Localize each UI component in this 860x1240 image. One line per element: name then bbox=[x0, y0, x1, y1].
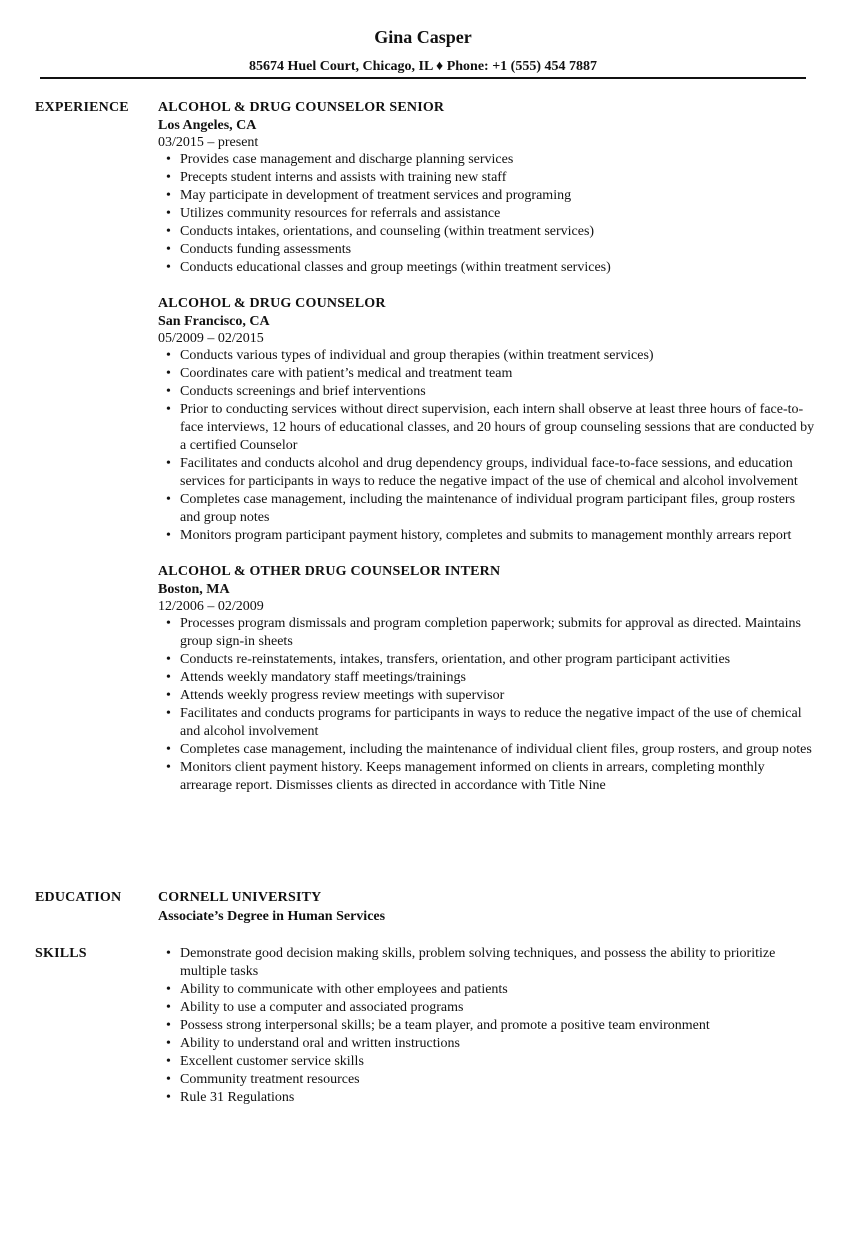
degree-name: Associate’s Degree in Human Services bbox=[158, 909, 386, 924]
job-title: ALCOHOL & OTHER DRUG COUNSELOR INTERN bbox=[158, 564, 501, 579]
education-body bbox=[158, 889, 818, 927]
job-bullets bbox=[158, 615, 818, 795]
skill-item: • Ability to understand oral and written instructions bbox=[158, 1035, 818, 1053]
job-dates: 12/2006 – 02/2009 bbox=[158, 599, 264, 614]
bullet-item: • Conducts educational classes and group meetings (within treatment services) bbox=[158, 259, 818, 277]
job-bullets bbox=[158, 151, 818, 277]
experience-heading: EXPERIENCE bbox=[35, 100, 129, 115]
header-divider bbox=[40, 77, 806, 79]
job-entry bbox=[158, 295, 818, 545]
education-heading: EDUCATION bbox=[35, 890, 122, 905]
bullet-item: • Facilitates and conducts programs for participants in ways to reduce the negative impact of the use of chemical and alcohol involvement bbox=[158, 705, 818, 741]
bullet-item: • May participate in development of treatment services and programing bbox=[158, 187, 818, 205]
job-title: ALCOHOL & DRUG COUNSELOR SENIOR bbox=[158, 100, 445, 115]
bullet-item: • Conducts screenings and brief interventions bbox=[158, 383, 818, 401]
candidate-name: Gina Casper bbox=[374, 27, 472, 47]
job-title: ALCOHOL & DRUG COUNSELOR bbox=[158, 296, 386, 311]
job-entry bbox=[158, 563, 818, 795]
skill-item: • Ability to communicate with other employees and patients bbox=[158, 981, 818, 999]
bullet-item: • Conducts funding assessments bbox=[158, 241, 818, 259]
bullet-item: • Precepts student interns and assists with training new staff bbox=[158, 169, 818, 187]
job-bullets bbox=[158, 347, 818, 545]
school-name: CORNELL UNIVERSITY bbox=[158, 890, 322, 905]
job-location: Los Angeles, CA bbox=[158, 118, 257, 133]
bullet-item: • Facilitates and conducts alcohol and drug dependency groups, individual face-to-face sessions, and education services for participants in ways to reduce the negative impact of the use of chemical and alcohol involvement bbox=[158, 455, 818, 491]
skills-list bbox=[158, 945, 818, 1107]
bullet-item: • Provides case management and discharge planning services bbox=[158, 151, 818, 169]
skill-item: • Ability to use a computer and associated programs bbox=[158, 999, 818, 1017]
bullet-item: • Prior to conducting services without direct supervision, each intern shall observe at least three hours of face-to-face interviews, 12 hours of educational classes, and 20 hours of group counseling sessions that are conducted by a certified Counselor bbox=[158, 401, 818, 455]
job-dates: 05/2009 – 02/2015 bbox=[158, 331, 264, 346]
contact-line: 85674 Huel Court, Chicago, IL ♦ Phone: +1 (555) 454 7887 bbox=[248, 59, 597, 74]
bullet-item: • Processes program dismissals and program completion paperwork; submits for approval as directed. Maintains group sign-in sheets bbox=[158, 615, 818, 651]
skill-item: • Excellent customer service skills bbox=[158, 1053, 818, 1071]
skill-item: • Community treatment resources bbox=[158, 1071, 818, 1089]
experience-body bbox=[158, 99, 818, 813]
bullet-item: • Conducts intakes, orientations, and counseling (within treatment services) bbox=[158, 223, 818, 241]
bullet-item: • Utilizes community resources for referrals and assistance bbox=[158, 205, 818, 223]
skill-item: • Possess strong interpersonal skills; be a team player, and promote a positive team environment bbox=[158, 1017, 818, 1035]
bullet-item: • Attends weekly mandatory staff meetings/trainings bbox=[158, 669, 818, 687]
skills-body bbox=[158, 945, 818, 1107]
skill-item: • Demonstrate good decision making skills, problem solving techniques, and possess the ability to prioritize multiple tasks bbox=[158, 945, 818, 981]
bullet-item: • Coordinates care with patient’s medical and treatment team bbox=[158, 365, 818, 383]
bullet-item: • Monitors program participant payment history, completes and submits to management monthly arrears report bbox=[158, 527, 818, 545]
job-dates: 03/2015 – present bbox=[158, 135, 259, 150]
job-location: Boston, MA bbox=[158, 582, 230, 597]
bullet-item: • Conducts re-reinstatements, intakes, transfers, orientation, and other program participant activities bbox=[158, 651, 818, 669]
skills-heading: SKILLS bbox=[35, 946, 87, 961]
bullet-item: • Attends weekly progress review meetings with supervisor bbox=[158, 687, 818, 705]
bullet-item: • Completes case management, including the maintenance of individual client files, group rosters, and group notes bbox=[158, 741, 818, 759]
job-entry bbox=[158, 99, 818, 277]
skill-item: • Rule 31 Regulations bbox=[158, 1089, 818, 1107]
bullet-item: • Conducts various types of individual and group therapies (within treatment services) bbox=[158, 347, 818, 365]
bullet-item: • Monitors client payment history. Keeps management informed on clients in arrears, completing monthly arrearage report. Dismisses clients as directed in accordance with Title Nine bbox=[158, 759, 818, 795]
bullet-item: • Completes case management, including the maintenance of individual program participant files, group rosters and group notes bbox=[158, 491, 818, 527]
job-location: San Francisco, CA bbox=[158, 314, 270, 329]
